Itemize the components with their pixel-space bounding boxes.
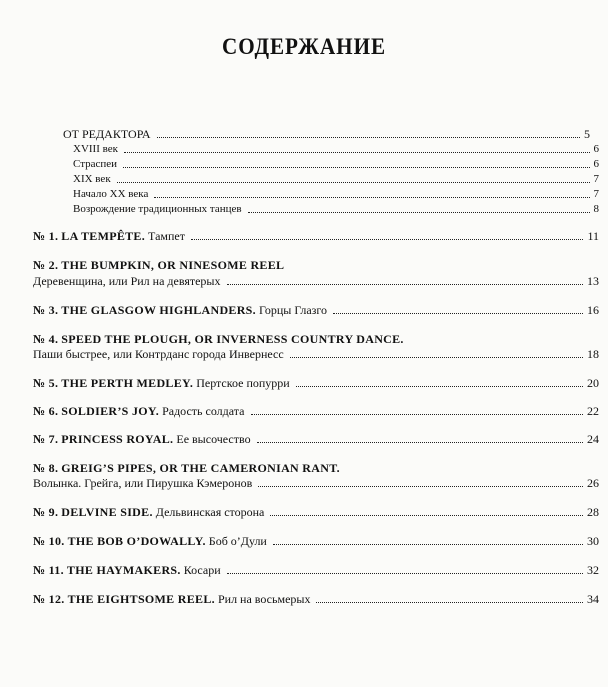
toc-entry-12[interactable]: [33, 592, 599, 606]
toc-leader-dots: [333, 313, 583, 314]
toc-number: № 12.: [33, 592, 65, 606]
toc-page-number: 34: [587, 592, 599, 606]
toc-number: № 4.: [33, 332, 59, 346]
toc-title: LA TEMPÊTE.: [61, 229, 146, 243]
toc-title: THE EIGHTSOME REEL.: [67, 592, 215, 606]
toc-page-number: 6: [593, 143, 599, 155]
toc-subentry[interactable]: [73, 202, 599, 216]
toc-subtitle: Радость солдата: [159, 404, 245, 418]
toc-entry-4-heading[interactable]: [33, 332, 404, 346]
toc-subentry[interactable]: [73, 187, 599, 201]
toc-entry-9[interactable]: [33, 505, 599, 519]
toc-entry-6[interactable]: [33, 404, 599, 418]
toc-entry-11[interactable]: [33, 563, 599, 577]
toc-page-number: 32: [587, 563, 599, 577]
toc-leader-dots: [316, 602, 583, 603]
toc-leader-dots: [248, 212, 590, 213]
toc-page-number: 7: [593, 173, 599, 185]
toc-leader-dots: [123, 167, 589, 168]
toc-entry-1[interactable]: [33, 229, 599, 243]
toc-entry-10[interactable]: [33, 534, 599, 548]
toc-entry-5[interactable]: [33, 376, 599, 390]
toc-page-number: 6: [593, 158, 599, 170]
toc-title: PRINCESS ROYAL.: [61, 432, 174, 446]
toc-subtitle: Боб о’Дули: [205, 534, 267, 548]
toc-entry-2[interactable]: [33, 274, 599, 288]
toc-entry-2-heading[interactable]: [33, 258, 284, 272]
toc-number: № 11.: [33, 563, 64, 577]
toc-leader-dots: [270, 515, 583, 516]
toc-leader-dots: [227, 284, 584, 285]
toc-subtitle: Косари: [180, 563, 221, 577]
toc-page-number: 26: [587, 476, 599, 490]
toc-page-number: 5: [584, 127, 590, 141]
toc-leader-dots: [290, 357, 583, 358]
toc-subtitle: Тампет: [145, 229, 185, 243]
toc-number: № 8.: [33, 461, 59, 475]
toc-label: XVIII век: [73, 143, 118, 155]
toc-number: № 7.: [33, 432, 59, 446]
toc-title: THE HAYMAKERS.: [66, 563, 181, 577]
toc-page-number: 24: [587, 432, 599, 446]
toc-subtitle: Паши быстрее, или Контрданс города Инвернесс: [33, 347, 284, 361]
toc-title: SPEED THE PLOUGH, OR INVERNESS COUNTRY DANCE.: [61, 332, 404, 346]
toc-page-number: 20: [587, 376, 599, 390]
toc-number: № 2.: [33, 258, 59, 272]
toc-label: Начало XX века: [73, 188, 149, 200]
toc-subtitle: Пертское попурри: [193, 376, 290, 390]
toc-title: THE BUMPKIN, OR NINESOME REEL: [61, 258, 285, 272]
toc-entry-editor[interactable]: [63, 127, 590, 141]
toc-page-number: 8: [593, 203, 599, 215]
toc-page-number: 7: [593, 188, 599, 200]
toc-page-number: 22: [587, 404, 599, 418]
toc-page-number: 30: [587, 534, 599, 548]
toc-title: THE GLASGOW HIGHLANDERS.: [61, 303, 256, 317]
toc-entry-3[interactable]: [33, 303, 599, 317]
toc-entry-4[interactable]: [33, 347, 599, 361]
toc-page-number: 16: [587, 303, 599, 317]
toc-title: SOLDIER’S JOY.: [61, 404, 160, 418]
toc-number: № 3.: [33, 303, 59, 317]
toc-leader-dots: [124, 152, 590, 153]
toc-leader-dots: [258, 486, 583, 487]
toc-page-number: 18: [587, 347, 599, 361]
toc-page-number: 28: [587, 505, 599, 519]
toc-number: № 1.: [33, 229, 59, 243]
toc-subentry[interactable]: [73, 157, 599, 171]
toc-leader-dots: [227, 573, 583, 574]
toc-leader-dots: [296, 386, 583, 387]
toc-label: ОТ РЕДАКТОРА: [63, 127, 151, 141]
toc-subentry[interactable]: [73, 172, 599, 186]
toc-number: № 10.: [33, 534, 65, 548]
toc-entry-8-heading[interactable]: [33, 461, 340, 475]
page-title: СОДЕРЖАНИЕ: [222, 34, 386, 59]
toc-entry-8[interactable]: [33, 476, 599, 490]
toc-number: № 6.: [33, 404, 59, 418]
toc-label: XIX век: [73, 173, 111, 185]
toc-subtitle: Деревенщина, или Рил на девятерых: [33, 274, 221, 288]
toc-leader-dots: [251, 414, 583, 415]
toc-number: № 9.: [33, 505, 59, 519]
toc-number: № 5.: [33, 376, 59, 390]
toc-subtitle: Ее высочество: [173, 432, 251, 446]
toc-subtitle: Дельвинская сторона: [152, 505, 265, 519]
toc-title: GREIG’S PIPES, OR THE CAMERONIAN RANT.: [61, 461, 340, 475]
toc-title: THE PERTH MEDLEY.: [61, 376, 194, 390]
toc-subtitle: Рил на восьмерых: [214, 592, 311, 606]
toc-label: Возрождение традиционных танцев: [73, 203, 242, 215]
toc-label: Страспеи: [73, 158, 118, 170]
toc-subtitle: Волынка. Грейга, или Пирушка Кэмеронов: [33, 476, 253, 490]
toc-leader-dots: [191, 239, 583, 240]
toc-page-number: 11: [587, 229, 599, 243]
toc-title: THE BOB O’DOWALLY.: [67, 534, 206, 548]
toc-leader-dots: [273, 544, 583, 545]
toc-leader-dots: [154, 197, 589, 198]
toc-leader-dots: [157, 137, 581, 138]
toc-entry-7[interactable]: [33, 432, 599, 446]
toc-leader-dots: [117, 182, 590, 183]
toc-title: DELVINE SIDE.: [61, 505, 153, 519]
toc-subtitle: Горцы Глазго: [255, 303, 328, 317]
toc-subentry[interactable]: [73, 142, 599, 156]
toc-leader-dots: [257, 442, 583, 443]
toc-page-number: 13: [587, 274, 599, 288]
